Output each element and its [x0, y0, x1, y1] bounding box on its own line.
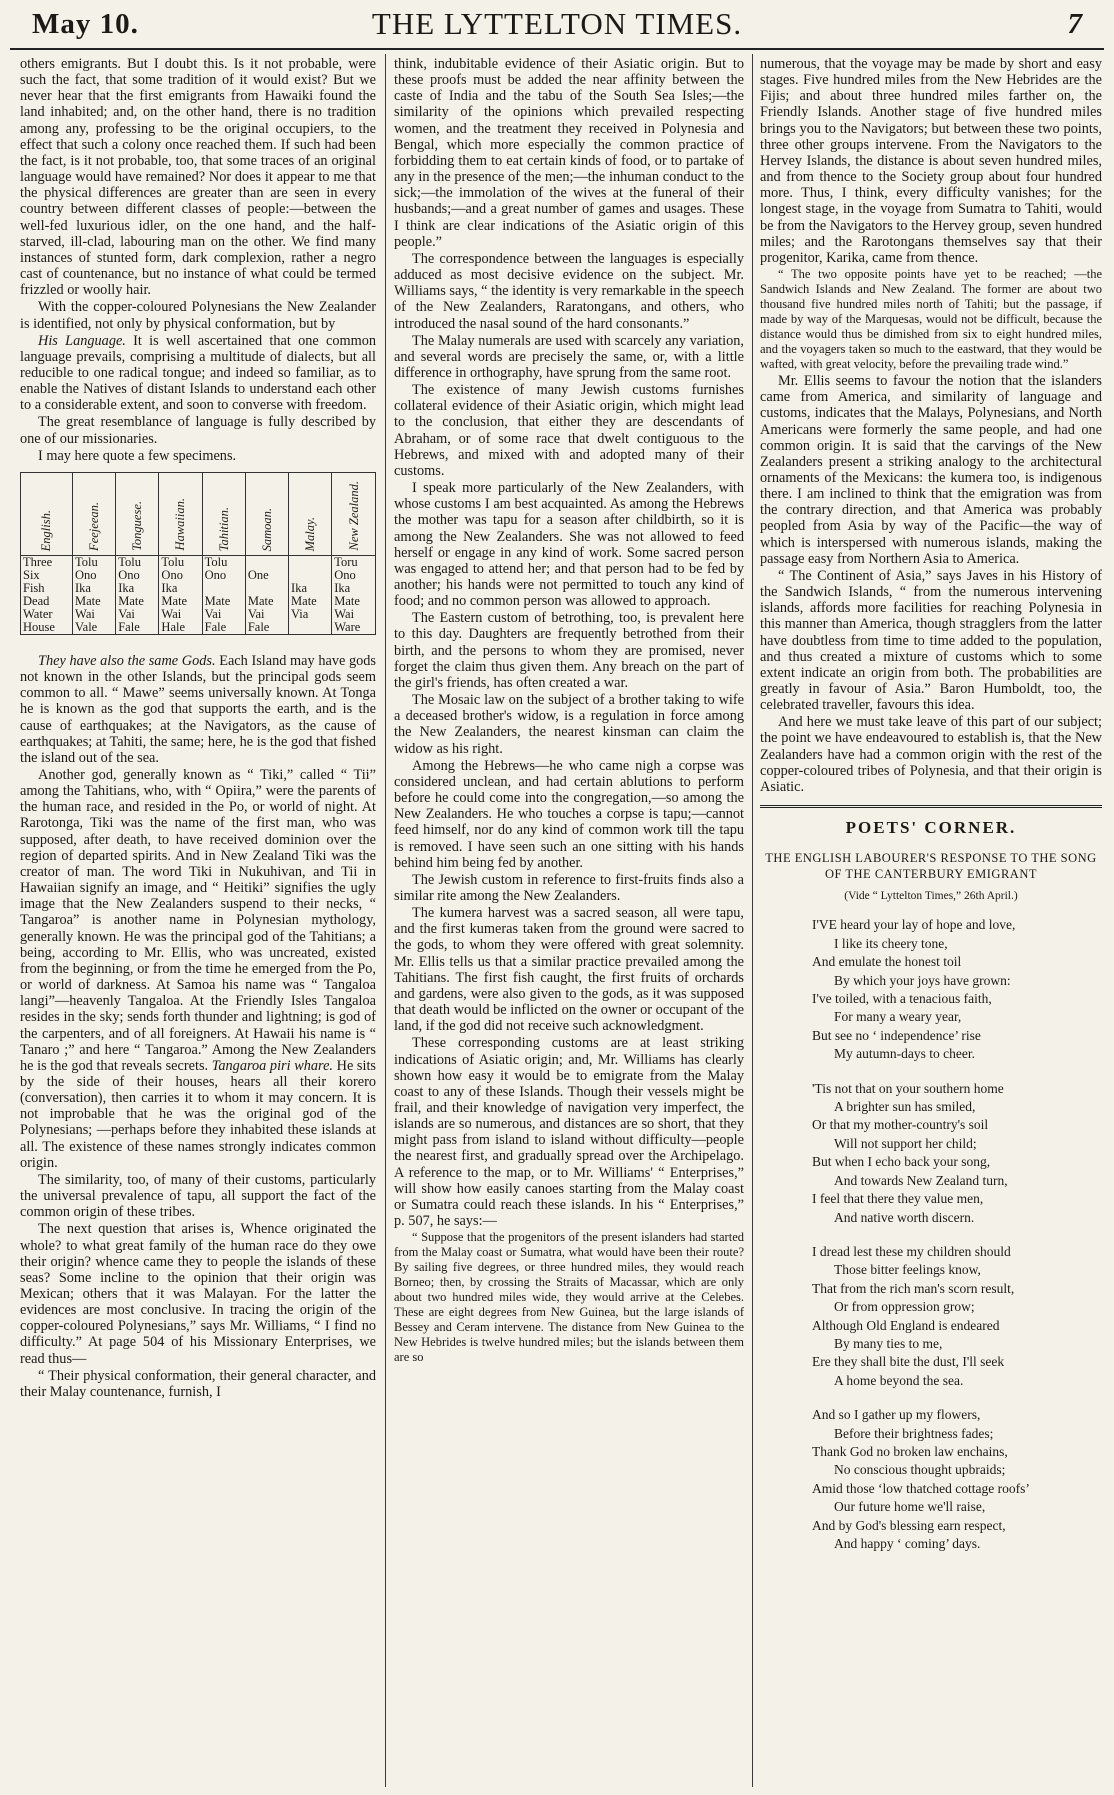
paragraph: numerous, that the voyage may be made by short and easy stages. Five hundred miles from the New Hebrides are the Fijis; and about three hundred miles farther on, the Friendly Islands. Another stage of five hundred miles brings you to the Navigators; but between these two points, three other groups intervene. From the Navigators to the Hervey Islands, the distance is about seven hundred miles, and from thence to the Society group about four hundred more. Thus, I think, every difficulty vanishes; for the longest stage, in the voyage from Sumatra to Tahiti, would be from the Navigators to the Hervey group, seven hundred miles; and the Rarotongans themselves say that their progenitor, Karika, came from thence. [760, 56, 1102, 266]
poem-line: Amid those ‘low thatched cottage roofs’ [812, 1480, 1030, 1496]
column-2 [394, 56, 744, 1787]
table-cell: Six [21, 569, 73, 582]
paragraph [20, 333, 376, 414]
table-row [21, 555, 376, 569]
table-row [21, 608, 376, 621]
table-cell: Ika [116, 582, 159, 595]
table-cell: Vale [73, 621, 116, 635]
paragraph: With the copper-coloured Polynesians the New Zealander is identified, not only by physical conformation, but by [20, 299, 376, 332]
masthead-rule [10, 48, 1104, 50]
table-cell: Dead [21, 595, 73, 608]
poem-line: Our future home we'll raise, [834, 1499, 986, 1515]
paragraph: “ Their physical conformation, their general character, and their Malay countenance, furnish, I [20, 1367, 376, 1400]
table-cell: One [245, 569, 288, 582]
table-cell: Vai [245, 608, 288, 621]
poem-line: I'VE heard your lay of hope and love, [812, 917, 1016, 933]
paragraph-text: He sits by the side of their houses, hears all their korero (conversation), then carries it to whom it may concern. It is not improbable that he was the original god of the Polynesians; —perhaps before they inhabited these islands at all. The existence of these names strongly indicates common origin. [20, 1057, 376, 1171]
poem-stanza [812, 916, 1102, 1063]
column-divider-1 [385, 54, 386, 1787]
quoted-paragraph: “ The two opposite points have yet to be reached; —the Sandwich Islands and New Zealand. The former are about two thousand five hundred miles north of Tahiti; but the passage, if made by way of the Marquesas, would not be difficult, because the distance would thus be dimished from six to eight hundred miles, and the voyagers taken so much to the eastward, that they would be wafted, with great velocity, before the prevailing trade wind.” [760, 267, 1102, 372]
table-cell: Ono [332, 569, 376, 582]
table-cell: Mate [159, 595, 202, 608]
poem-line: No conscious thought upbraids; [834, 1462, 1006, 1478]
table-cell: Ika [159, 582, 202, 595]
paragraph [20, 653, 376, 766]
poem-line: 'Tis not that on your southern home [812, 1080, 1004, 1096]
table-header [332, 472, 376, 555]
poem-line: Thank God no broken law enchains, [812, 1443, 1008, 1459]
poem-line: I've toiled, with a tenacious faith, [812, 991, 992, 1007]
paragraph: The Mosaic law on the subject of a brother taking to wife a deceased brother's widow, is a regulation in force among the New Zealanders, the nearest kinsman can claim the widow as his right. [394, 692, 744, 757]
poem-line: I feel that there they value men, [812, 1191, 984, 1207]
table-header [289, 472, 332, 555]
table-cell: Mate [332, 595, 376, 608]
table-cell: Fale [245, 621, 288, 635]
table-cell [289, 621, 332, 635]
column-1 [20, 56, 376, 1787]
paragraph: And here we must take leave of this part of our subject; the point we have endeavoured to establish is, that the New Zealanders have had a common origin with the rest of the copper-coloured tribes of Polynesia, and that their origin is Asiatic. [760, 714, 1102, 795]
poem-line: I dread lest these my children should [812, 1243, 1011, 1259]
table-cell: Water [21, 608, 73, 621]
table-cell [245, 582, 288, 595]
table-cell: Ono [202, 569, 245, 582]
table-cell: Ono [73, 569, 116, 582]
table-cell: Tolu [202, 555, 245, 569]
poem-stanza [812, 1243, 1102, 1390]
poem-line: Although Old England is endeared [812, 1317, 1000, 1333]
poem-line: And by God's blessing earn respect, [812, 1517, 1006, 1533]
paragraph [20, 767, 376, 1171]
table-cell: Ika [332, 582, 376, 595]
table-cell: Fale [116, 621, 159, 635]
table-row [21, 595, 376, 608]
table-cell: Tolu [159, 555, 202, 569]
table-cell: House [21, 621, 73, 635]
table-cell [289, 555, 332, 569]
table-cell: Mate [245, 595, 288, 608]
paragraph: The Eastern custom of betrothing, too, is prevalent here to this day. Daughters are frequently betrothed from their birth, and the persons to whom they are promised, never forget the claim thus given them. Any breach on the part of the girl's friends, has often created a war. [394, 610, 744, 691]
poem-line: But see no ‘ independence’ rise [812, 1027, 981, 1043]
table-header-label: New Zealand. [346, 481, 361, 551]
paragraph: “ The Continent of Asia,” says Javes in his History of the Sandwich Islands, “ from the numerous intervening islands, affords more facilities for reaching Polynesia in this manner than America, though stragglers from the latter have doubtless from time to time added to the population, and thus created a mixture of customs which to some extent indicate an origin from both. The probabilities are greatly in favour of Asia.” Baron Humboldt, too, the celebrated traveller, favours this idea. [760, 567, 1102, 714]
table-cell: Ika [73, 582, 116, 595]
table-cell: Wai [159, 608, 202, 621]
newspaper-title: THE LYTTELTON TIMES. [371, 6, 743, 41]
paragraph: The existence of many Jewish customs furnishes collateral evidence of their Asiatic origin, which might lead to the conclusion, that either they are descendants of Abraham, or of some race that dwelt contiguous to the Hebrews, and mixed with and adopted many of their customs. [394, 382, 744, 479]
section-divider [760, 805, 1102, 808]
paragraph-text: Another god, generally known as “ Tiki,” called “ Tii” among the Tahitians, who, with “ Opiira,” were the parents of the human race, and resided in the Po, or world of night. At Rarotonga, Tiki was the name of the first man, who was supposed, after death, to have received dominion over the region of departed spirits. And in New Zealand Tiki was the creator of man. The word Tiki in Nukuhivan, and Tii in Hawaiian signify an image, and “ Heitiki” signifies the ugly image that the New Zealanders suspend to their necks, “ Tangaroa” is another name in Polynesian mythology, generally known. He was the principal god of the Tahitians; a being, according to Mr. Ellis, who was uncreated, existed from the beginning, or from the time he emerged from the Po, or world of darkness. At Samoa his name was “ Tangaloa langi”—heavenly Tangaloa. At the Friendly Isles Tangaloa resides in the sky; sends forth thunder and lightning; is god of the carpenters, and of all foreigners. At Hawaii his name is “ Tanaro ;” and here “ Tangaroa.” Among the New Zealanders he is the god that reveals secrets. [20, 767, 376, 1074]
table-header-label: Feejeean. [87, 501, 102, 551]
column-3 [760, 56, 1102, 1787]
paragraph: The next question that arises is, Whence originated the whole? to what great family of the human race do they owe their origin? whence came they to people the islands of these seas? Some incline to the opinion that their origin was Mexican; others that it was Malayan. For the latter the evidences are most conclusive. In tracing the origin of the copper-coloured Polynesians,” says Mr. Williams, “ I find no difficulty.” At page 504 of his Missionary Enterprises, we read thus— [20, 1221, 376, 1367]
poem-line: And so I gather up my flowers, [812, 1407, 981, 1423]
poem-line: And happy ‘ coming’ days. [834, 1536, 981, 1551]
poem-line: Will not support her child; [834, 1135, 977, 1151]
paragraph: The correspondence between the languages is especially adduced as most decisive evidence on the subject. Mr. Williams says, “ the identity is very remarkable in the speech of the New Zealanders, Raratongans, and others, who introduced the nasal sound of the hard consonants.” [394, 250, 744, 332]
table-header [202, 472, 245, 555]
table-cell: Via [289, 608, 332, 621]
paragraph: others emigrants. But I doubt this. Is it not probable, were such the fact, that some tradition of it would exist? But we never hear that the first emigrants from Hawaiki found the land inhabited; and, on the other hand, there is no tradition among any, professing to be the original occupiers, to the effect that such a colony once reached them. If such had been the fact, is it not probable, too, that some traces of an original language would have remained? Nor does it appear to me that the physical differences are greater than are seen in every country between different classes of people:—between the well-fed luxurious idler, on the one hand, and the half-starved, ill-clad, labouring man on the other. We find many instances of stunted form, dark complexion, rather a negro cast of countenance, but no instance of what could be termed frizzled or woolly hair. [20, 56, 376, 299]
paragraph: The Malay numerals are used with scarcely any variation, and several words are precisely the same, or, with a little difference in orthography, have sprung from the same root. [394, 332, 744, 381]
poem-line: Ere they shall bite the dust, I'll seek [812, 1354, 1005, 1370]
poem-line: I like its cheery tone, [834, 935, 948, 951]
table-cell: Ika [289, 582, 332, 595]
table-cell: Vai [116, 608, 159, 621]
masthead [0, 0, 1114, 50]
table-cell: Ware [332, 621, 376, 635]
table-cell: Ono [116, 569, 159, 582]
paragraph: The kumera harvest was a sacred season, all were tapu, and the first kumeras taken from the ground were sacred to the gods, to whom they were offered with great solemnity. Mr. Ellis tells us that a similar practice prevailed among the Tahitians. The first fish caught, the first fruits of orchards and gardens, were also given to the gods, as it was supposed that death would be inflicted on the owner or occupant of the land, if the god did not receive such acknowledgment. [394, 905, 744, 1035]
table-cell: Vai [202, 608, 245, 621]
table-row [21, 569, 376, 582]
table-cell: Wai [73, 608, 116, 621]
table-header-label: Tahitian. [216, 506, 231, 551]
table-cell: Toru [332, 555, 376, 569]
table-header [116, 472, 159, 555]
table-header [159, 472, 202, 555]
poem-line: And towards New Zealand turn, [834, 1172, 1008, 1188]
poem-stanza [812, 1406, 1102, 1553]
paragraph: I may here quote a few specimens. [38, 447, 237, 464]
table-cell [289, 569, 332, 582]
table-header [21, 472, 73, 555]
poem-line: Those bitter feelings know, [834, 1262, 981, 1278]
paragraph: The great resemblance of language is fully described by one of our missionaries. [20, 414, 376, 447]
poem-body [760, 916, 1102, 1553]
poem-reference: (Vide “ Lyttelton Times,” 26th April.) [844, 890, 1018, 903]
poem-title: THE ENGLISH LABOURER'S RESPONSE TO THE SONG OF THE CANTERBURY EMIGRANT [765, 851, 1097, 882]
table-header-label: Tonguese. [130, 501, 145, 551]
poem-line: For many a weary year, [834, 1009, 962, 1025]
poem-line: A brighter sun has smiled, [834, 1099, 976, 1115]
table-cell [202, 582, 245, 595]
table-cell: Fale [202, 621, 245, 635]
poem-line: Before their brightness fades; [834, 1425, 994, 1441]
table-cell: Tolu [116, 555, 159, 569]
poem-line: A home beyond the sea. [834, 1372, 964, 1388]
column-divider-2 [752, 54, 753, 1787]
quoted-paragraph: “ Suppose that the progenitors of the present islanders had started from the Malay coast or Sumatra, what would have been their route? By sailing five degrees, or three hundred miles, they would reach Borneo; then, by crossing the Straits of Macassar, which are only about two hundred miles wide, they would arrive at the Celebes. These are eight degrees from New Guinea, but the large islands of Bessey and Ceram intervene. The distance from New Guinea to the New Hebrides is twelve hundred miles; but the islands between them are so [394, 1230, 744, 1365]
table-header-label: Malay. [303, 516, 318, 551]
table-header [245, 472, 288, 555]
issue-date: May 10. [32, 8, 139, 40]
section-lead: His Language. [38, 332, 126, 349]
table-row [21, 582, 376, 595]
poem-stanza [812, 1080, 1102, 1227]
section-lead: They have also the same Gods. [38, 652, 216, 669]
paragraph: Mr. Ellis seems to favour the notion that the islanders came from America, and similarity of language and customs, indicates that the Malays, Polynesians, and North Americans were formerly the same people, and had one common origin. It is said that the carvings of the New Zealanders present a striking analogy to the architectural ornaments of the Mexicans: the kumera too, is indigenous there. I am inclined to think that the emigration was from the contrary direction, and that America was probably peopled from Asia by way of the Pacific—the way of which is interspersed with numerous islands, making the passage easy from Northern Asia to America. [760, 373, 1102, 567]
poem-line: But when I echo back your song, [812, 1154, 991, 1170]
language-comparison-table [20, 472, 376, 635]
poem-line: By many ties to me, [834, 1335, 943, 1351]
paragraph: Among the Hebrews—he who came nigh a corpse was considered unclean, and had certain ablutions to perform before he could come into the congregation,—so among the New Zealanders. He who touches a corpse is tapu;—cannot feed himself, nor do any kind of common work till the tapu is removed. I have seen such an one sitting with his hands behind him being fed by another. [394, 757, 744, 871]
poem-line: My autumn-days to cheer. [834, 1046, 975, 1062]
table-header [73, 472, 116, 555]
paragraph: I speak more particularly of the New Zealanders, with whose customs I am best acquainted. As among the Hebrews the mother was tapu for a season after childbirth, so it is among the New Zealanders. She was not allowed to feed herself or engage in any kind of work. Some sacred person was engaged to attend her; and that person had to be fed by another; his hands were not permitted to touch any kind of food; and no common person was allowed to approach. [394, 480, 744, 610]
poem-line: That from the rich man's scorn result, [812, 1280, 1015, 1296]
paragraph-text: It is well ascertained that one common language prevails, comprising a multitude of dialects, but all reducible to one radical tongue; and indeed so familiar, as to enable the Natives of distant Islands to understand each other to a considerable extent, and soon to converse with freedom. [20, 332, 376, 414]
table-cell: Mate [116, 595, 159, 608]
table-cell: Mate [202, 595, 245, 608]
poem-line: By which your joys have grown: [834, 972, 1011, 988]
table-row [21, 621, 376, 635]
table-cell [245, 555, 288, 569]
paragraph-text: Each Island may have gods not known in the other Islands, but the principal gods seem common to all. “ Mawe” seems universally known. At Tonga he is known as the god that supports the earth, and is the cause of earthquakes; at the Navigators, as the cause of earthquakes; at Tahiti, the same; here, he is the god that fished the island out of the sea. [20, 652, 376, 766]
poem-line: And emulate the honest toil [812, 954, 962, 970]
poem-line: Or that my mother-country's soil [812, 1117, 989, 1133]
paragraph: The Jewish custom in reference to first-fruits finds also a similar rite among the New Zealanders. [394, 871, 744, 904]
paragraph: These corresponding customs are at least striking indications of Asiatic origin; and, Mr. Williams has clearly shown how easy it would be to emigrate from the Malay coast to any of these Islands. Though their vessels might be frail, and their knowledge of navigation very imperfect, the islands are so numerous, and distances are so short, that they might pass from island to island without difficulty—people the nearest first, and gradually spread over the Archipelago. A reference to the map, or to Mr. Williams' “ Enterprises,” will show how easily canoes starting from the Malay coast or Sumatra could reach these islands. In his “ Enterprises,” p. 507, he says:— [394, 1035, 744, 1230]
table-cell: Tolu [73, 555, 116, 569]
poem-line: Or from oppression grow; [834, 1299, 975, 1315]
table-header-label: English. [39, 509, 54, 551]
table-cell: Fish [21, 582, 73, 595]
table-cell: Three [21, 555, 73, 569]
paragraph: think, indubitable evidence of their Asiatic origin. But to these proofs must be added the near affinity between the caste of India and the tabu of the South Sea Isles;—the similarity of the opinions which prevailed respecting women, and the treatment they received in Polynesia and Bengal, which more especially the common practice of forbidding them to eat certain kinds of food, or to partake of any in the presence of the men;—the inhuman conduct to the sick;—the immolation of the wives at the funeral of their husbands;—and a great number of games and usages. These I think are clear indications of the Asiatic origin of this people.” [394, 56, 744, 250]
table-header-label: Samoan. [259, 507, 274, 551]
page-number: 7 [1067, 8, 1082, 40]
table-cell: Wai [332, 608, 376, 621]
table-cell: Hale [159, 621, 202, 635]
italic-phrase: Tangaroa piri whare. [208, 1057, 333, 1074]
table-cell: Mate [73, 595, 116, 608]
table-header-label: Hawaiian. [173, 498, 188, 551]
poem-line: And native worth discern. [834, 1209, 975, 1225]
paragraph: The similarity, too, of many of their customs, particularly the universal prevalence of tapu, all support the fact of the common origin of these tribes. [20, 1171, 376, 1221]
table-cell: Ono [159, 569, 202, 582]
table-cell: Mate [289, 595, 332, 608]
poets-corner-heading: POETS' CORNER. [845, 818, 1017, 838]
